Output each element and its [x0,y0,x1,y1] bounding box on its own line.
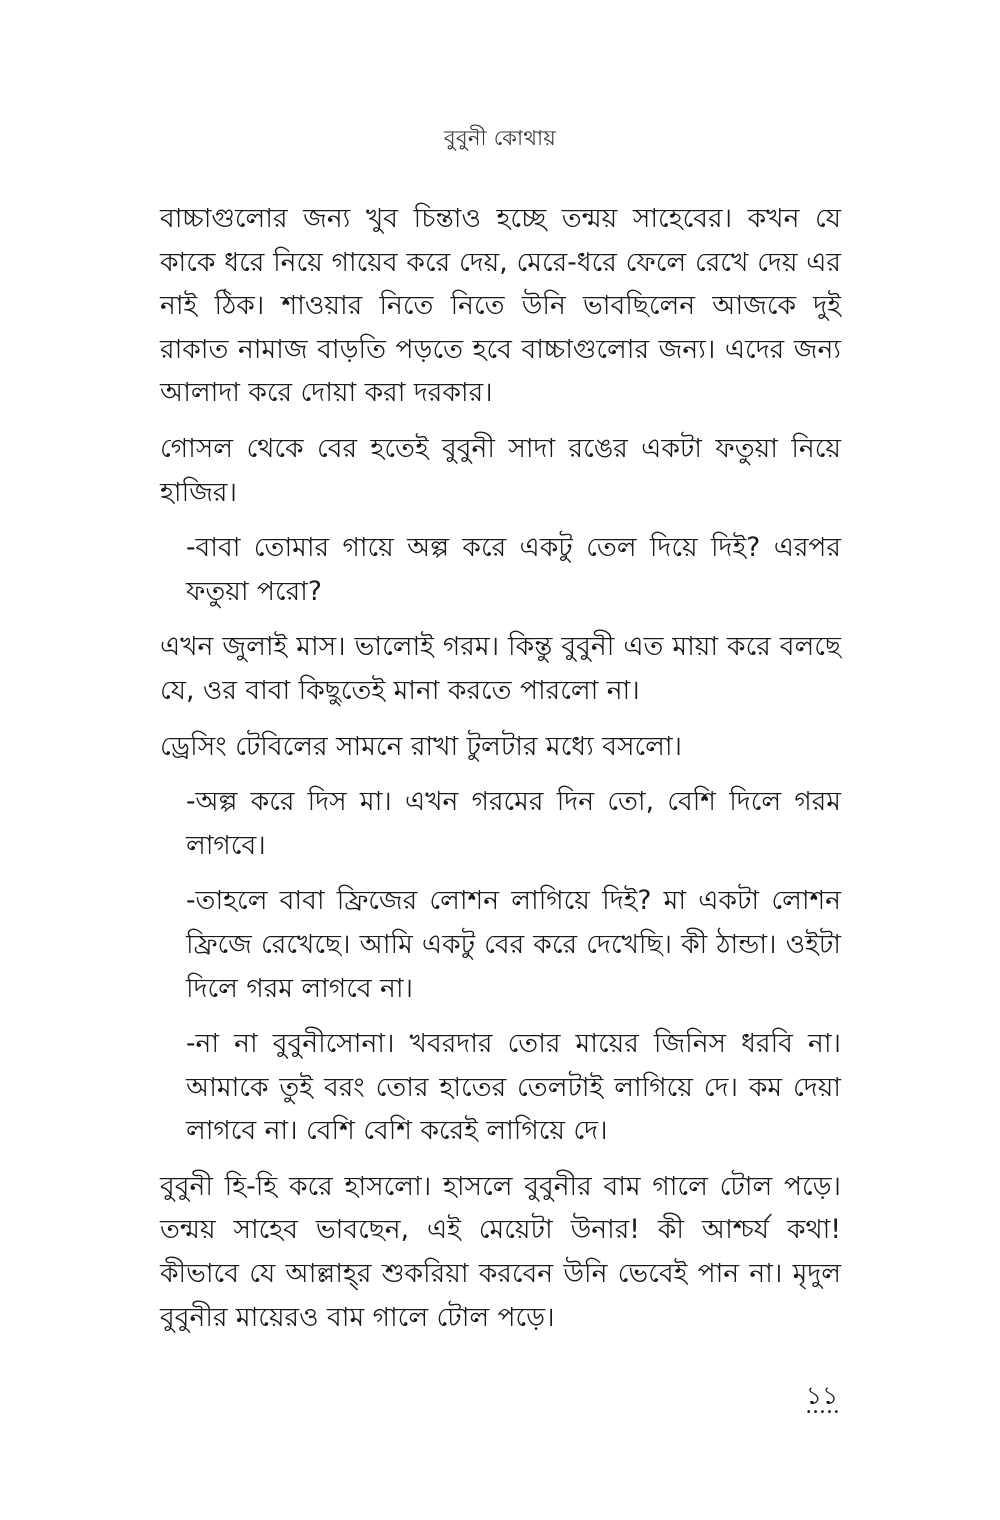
dialogue-1: -বাবা তোমার গায়ে অল্প করে একটু তেল দিয়ে দিই? এরপর ফতুয়া পরো? [186,532,841,607]
page-number: ১১ [805,1381,839,1410]
paragraph-3: এখন জুলাই মাস। ভালোই গরম। কিন্তু বুবুনী এত মায়া করে বলছে যে, ওর বাবা কিছুতেই মানা করতে পারলো না। [160,631,841,706]
page-number-dotted-underline: ••••• [805,1409,841,1417]
paragraph-4: ড্রেসিং টেবিলের সামনে রাখা টুলটার মধ্যে বসলো। [160,730,683,762]
paragraph-5: বুবুনী হি-হি করে হাসলো। হাসলে বুবুনীর বাম গালে টোল পড়ে। তন্ময় সাহেব ভাবছেন, এই মেয়েটা উনার! কী আশ্চর্য কথা! কীভাবে যে আল্লাহ্‌র শুকরিয়া করবেন উনি ভেবেই পান না। মৃদুল বুবুনীর মায়েরও বাম গালে টোল পড়ে। [160,1170,841,1333]
running-header-title: বুবুনী কোথায় [443,126,557,150]
dialogue-3: -তাহলে বাবা ফ্রিজের লোশন লাগিয়ে দিই? মা একটা লোশন ফ্রিজে রেখেছে। আমি একটু বের করে দেখেছি। কী ঠান্ডা। ওইটা দিলে গরম লাগবে না। [186,885,841,1004]
paragraph-2: গোসল থেকে বের হতেই বুবুনী সাদা রঙের একটা ফতুয়া নিয়ে হাজির। [160,432,841,508]
body-text [160,197,841,1351]
dialogue-2: -অল্প করে দিস মা। এখন গরমের দিন তো, বেশি দিলে গরম লাগবে। [186,786,841,861]
paragraph-1: বাচ্চাগুলোর জন্য খুব চিন্তাও হচ্ছে তন্ময় সাহেবের। কখন যে কাকে ধরে নিয়ে গায়েব করে দেয়, মেরে-ধরে ফেলে রেখে দেয় এর নাই ঠিক। শাওয়ার নিতে নিতে উনি ভাবছিলেন আজকে দুই রাকাত নামাজ বাড়তি পড়তে হবে বাচ্চাগুলোর জন্য। এদের জন্য আলাদা করে দোয়া করা দরকার। [160,203,841,409]
dialogue-4: -না না বুবুনীসোনা। খবরদার তোর মায়ের জিনিস ধরবি না। আমাকে তুই বরং তোর হাতের তেলটাই লাগিয়ে দে। কম দেয়া লাগবে না। বেশি বেশি করেই লাগিয়ে দে। [186,1028,841,1147]
